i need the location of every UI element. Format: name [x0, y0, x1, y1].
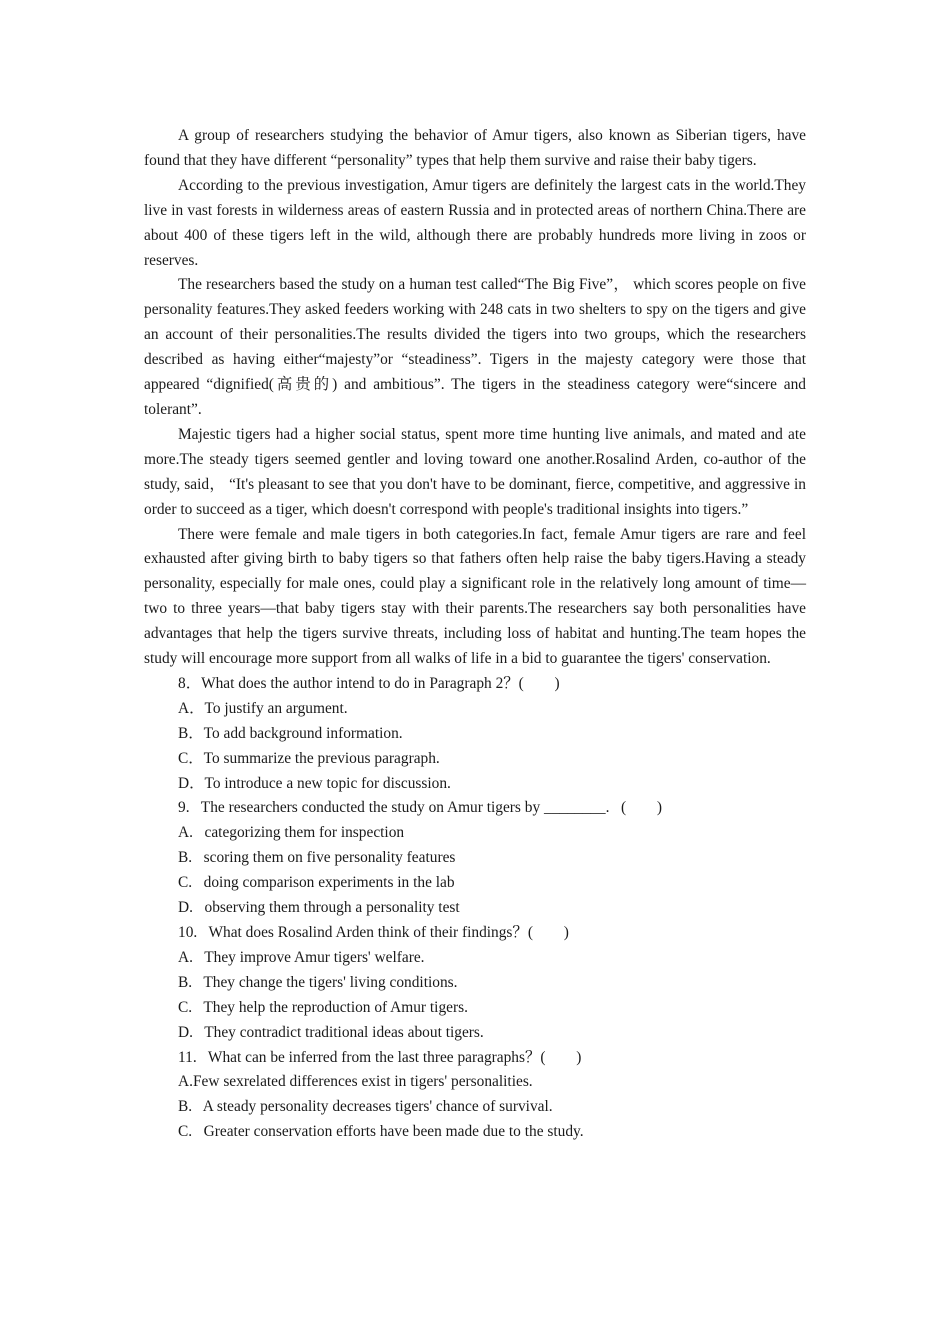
- option-a: A. categorizing them for inspection: [178, 824, 405, 842]
- question-11: [144, 1046, 806, 1146]
- question-stem: 9. The researchers conducted the study on Amur tigers by ________. ( ): [178, 799, 662, 817]
- option-b: B. A steady personality decreases tigers' chance of survival.: [178, 1098, 553, 1116]
- question-9: [144, 796, 806, 921]
- question-8: [144, 672, 806, 797]
- option-d: D．To introduce a new topic for discussion.: [178, 774, 451, 792]
- option-b: B. scoring them on five personality features: [178, 849, 456, 867]
- option-d: D. observing them through a personality test: [178, 899, 460, 917]
- option-b: B．To add background information.: [178, 724, 403, 742]
- question-stem: 8．What does the author intend to do in Paragraph 2？( ): [178, 674, 560, 692]
- question-10: [144, 921, 806, 1046]
- option-c: C. They help the reproduction of Amur tigers.: [178, 998, 468, 1016]
- option-c: C. doing comparison experiments in the lab: [178, 874, 455, 892]
- passage-paragraph-5: There were female and male tigers in both categories.In fact, female Amur tigers are rare and feel exhausted after giving birth to baby tigers so that fathers often help raise the baby tigers.Having a steady personality, especially for male ones, could play a significant role in the relatively long amount of time—two to three years—that baby tigers stay with their parents.The researchers say both personalities have advantages that help the tigers survive threats, including loss of habitat and hunting.The team hopes the study will encourage more support from all walks of life in a bid to guarantee the tigers' conservation.: [144, 525, 806, 668]
- option-a: A．To justify an argument.: [178, 699, 348, 717]
- option-a: A.Few sexrelated differences exist in tigers' personalities.: [178, 1073, 533, 1091]
- option-b: B. They change the tigers' living conditions.: [178, 973, 458, 991]
- option-a: A. They improve Amur tigers' welfare.: [178, 948, 425, 966]
- option-d: D. They contradict traditional ideas about tigers.: [178, 1023, 484, 1041]
- question-stem: 11. What can be inferred from the last three paragraphs？( ): [178, 1048, 582, 1066]
- option-c: C. Greater conservation efforts have been made due to the study.: [178, 1123, 584, 1141]
- option-c: C．To summarize the previous paragraph.: [178, 749, 440, 767]
- passage-paragraph-3: The researchers based the study on a human test called“The Big Five”， which scores people on five personality features.They asked feeders working with 248 cats in two shelters to spy on the tigers and give an account of their personalities.The results divided the tigers into two groups, which the researchers described as having either“majesty”or “steadiness”. Tigers in the majesty category were those that appeared “dignified(高贵的) and ambitious”. The tigers in the steadiness category were“sincere and tolerant”.: [144, 276, 806, 418]
- question-stem: 10. What does Rosalind Arden think of their findings？( ): [178, 924, 569, 941]
- passage: [144, 124, 806, 672]
- document-page: [144, 124, 806, 1145]
- passage-paragraph-2: According to the previous investigation, Amur tigers are definitely the largest cats in the world.They live in vast forests in wilderness areas of eastern Russia and in protected areas of northern China.There are about 400 of these tigers left in the wild, although there are probably hundreds more living in zoos or reserves.: [144, 176, 806, 269]
- passage-paragraph-4: Majestic tigers had a higher social status, spent more time hunting live animals, and mated and ate more.The steady tigers seemed gentler and loving toward one another.Rosalind Arden, co-author of the study, said， “It's pleasant to see that you don't have to be dominant, fierce, competitive, and aggressive in order to succeed as a tiger, which doesn't correspond with people's traditional insights into tigers.”: [144, 425, 806, 518]
- passage-paragraph-1: A group of researchers studying the behavior of Amur tigers, also known as Siberian tigers, have found that they have different “personality” types that help them survive and raise their baby tigers.: [144, 127, 806, 169]
